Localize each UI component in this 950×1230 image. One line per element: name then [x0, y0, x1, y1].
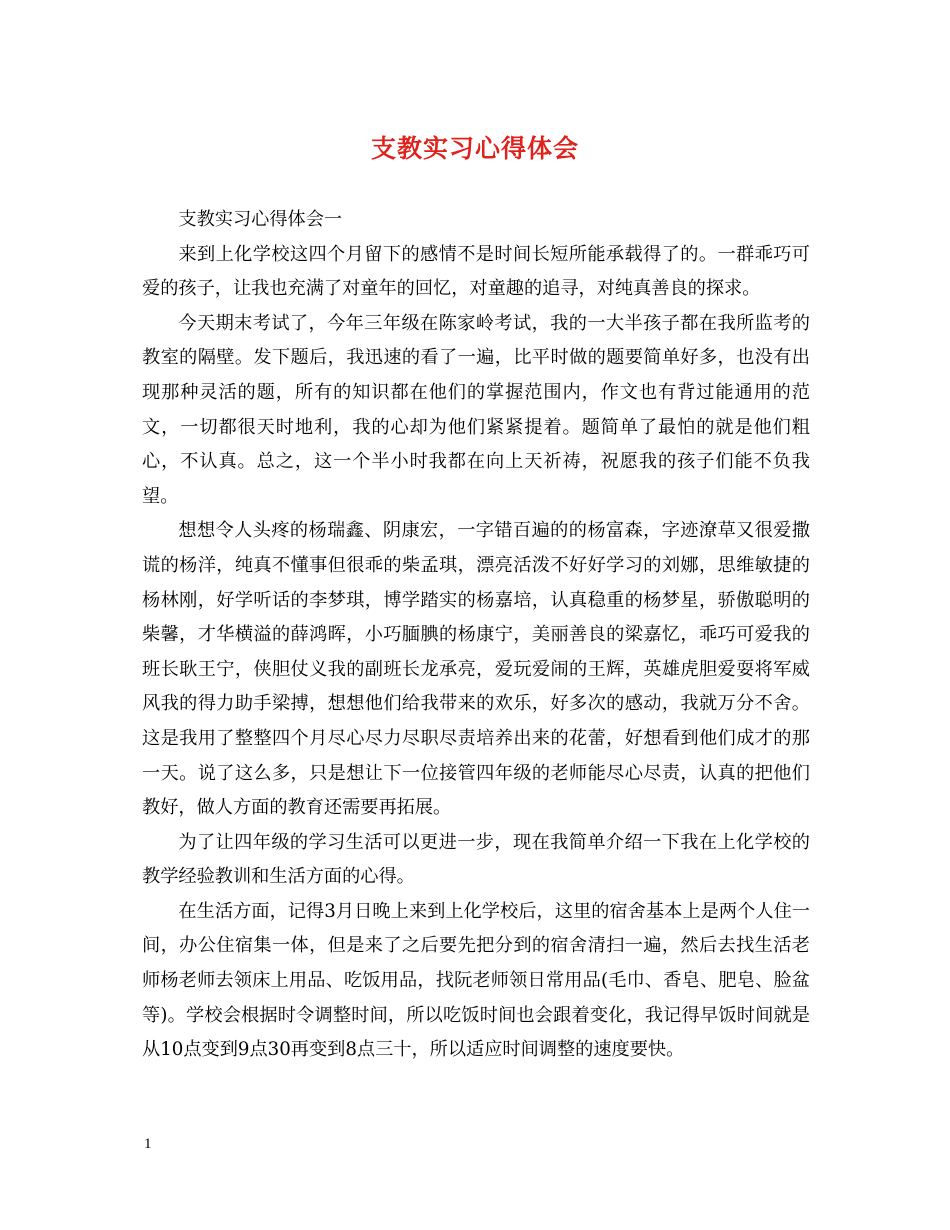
paragraph: 今天期末考试了，今年三年级在陈家岭考试，我的一大半孩子都在我所监考的教室的隔壁。发下题后，我迅速的看了一遍，比平时做的题要简单好多，也没有出现那种灵活的题，所有的知识都在他们的掌握范围内，作文也有背过能通用的范文，一切都很天时地利，我的心却为他们紧紧提着。题简单了最怕的就是他们粗心，不认真。总之，这一个半小时我都在向上天祈祷，祝愿我的孩子们能不负我望。	[142, 312, 810, 507]
document-body	[142, 203, 810, 1068]
paragraph: 为了让四年级的学习生活可以更进一步，现在我简单介绍一下我在上化学校的教学经验教训和生活方面的心得。	[142, 831, 810, 888]
paragraph: 来到上化学校这四个月留下的感情不是时间长短所能承载得了的。一群乖巧可爱的孩子，让我也充满了对童年的回忆，对童趣的追寻，对纯真善良的探求。	[142, 243, 810, 300]
paragraph: 想想令人头疼的杨瑞鑫、阴康宏，一字错百遍的的杨富森，字迹潦草又很爱撒谎的杨洋，纯真不懂事但很乖的柴孟琪，漂亮活泼不好好学习的刘娜，思维敏捷的杨林刚，好学听话的李梦琪，博学踏实的杨嘉培，认真稳重的杨梦星，骄傲聪明的柴馨，才华横溢的薛鸿晖，小巧腼腆的杨康宁，美丽善良的梁嘉忆，乖巧可爱我的班长耿王宁，侠胆仗义我的副班长龙承亮，爱玩爱闹的王辉，英雄虎胆爱耍将军威风我的得力助手梁搏，想想他们给我带来的欢乐，好多次的感动，我就万分不舍。这是我用了整整四个月尽心尽力尽职尽责培养出来的花蕾，好想看到他们成才的那一天。说了这么多，只是想让下一位接管四年级的老师能尽心尽责，认真的把他们教好，做人方面的教育还需要再拓展。	[142, 520, 810, 819]
page-number: 1	[144, 1136, 152, 1152]
section-heading: 支教实习心得体会一	[178, 209, 343, 230]
paragraph: 在生活方面，记得3月日晚上来到上化学校后，这里的宿舍基本上是两个人住一间，办公住宿集一体，但是来了之后要先把分到的宿舍清扫一遍，然后去找生活老师杨老师去领床上用品、吃饭用品，找阮老师领日常用品(毛巾、香皂、肥皂、脸盆等)。学校会根据时令调整时间，所以吃饭时间也会跟着变化，我记得早饭时间就是从10点变到9点30再变到8点三十，所以适应时间调整的速度要快。	[142, 900, 810, 1061]
document-title: 支教实习心得体会	[370, 134, 579, 163]
